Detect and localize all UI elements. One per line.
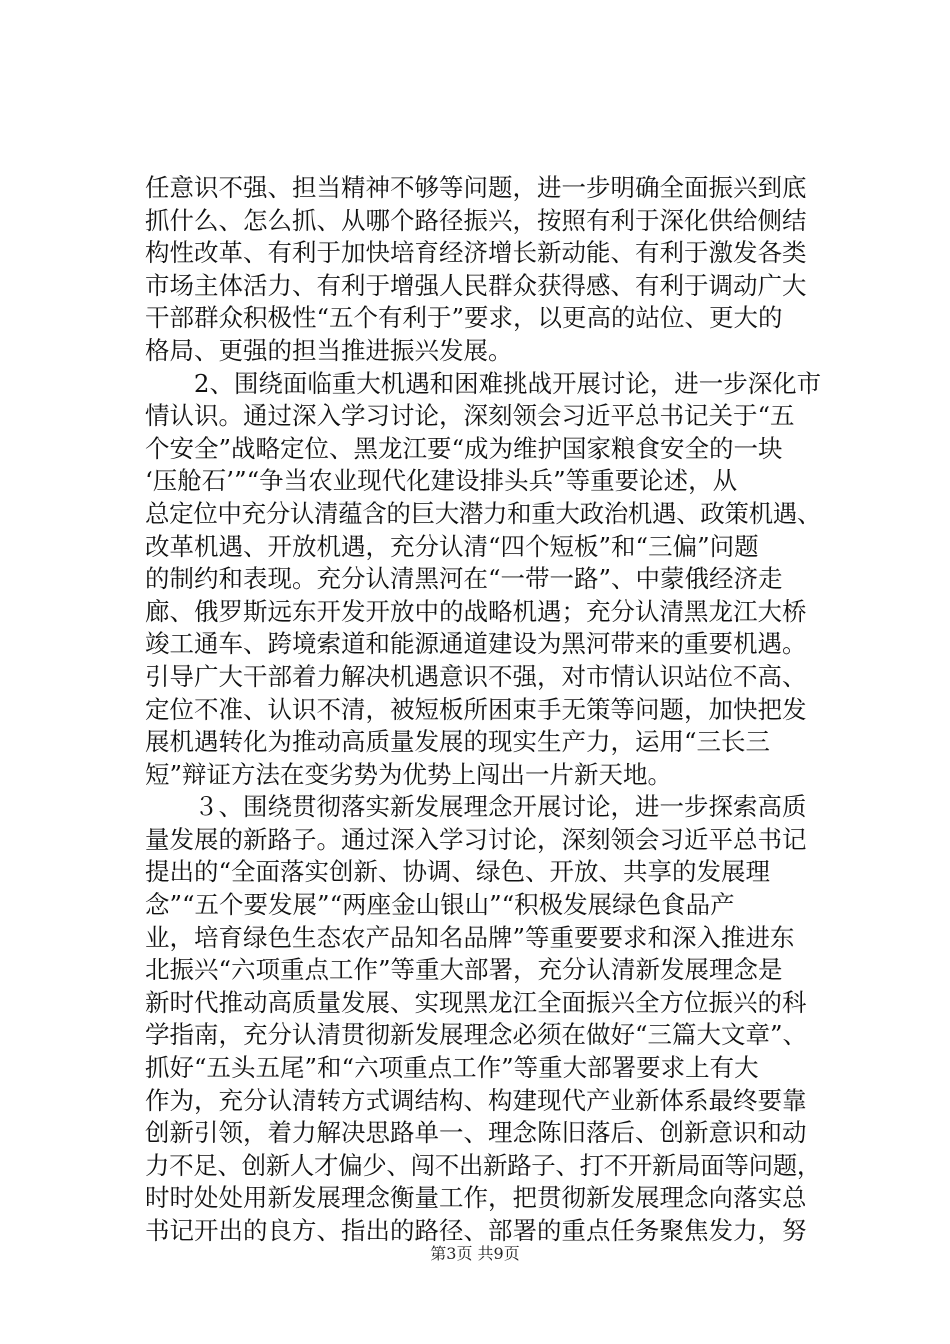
text-line: ３、围绕贯彻落实新发展理念开展讨论，进一步探索高质 (145, 792, 807, 822)
text-line: 任意识不强、担当精神不够等问题，进一步明确全面振兴到底 (145, 173, 807, 202)
text-line: 的制约和表现。充分认清黑河在“一带一路”、中蒙俄经济走 (145, 564, 783, 594)
text-line: 学指南，充分认清贯彻新发展理念必须在做好“三篇大文章”、 (145, 1020, 808, 1050)
text-line: 总定位中充分认清蕴含的巨大潜力和重大政治机遇、政策机遇、 (145, 498, 821, 528)
text-line: 量发展的新路子。通过深入学习讨论，深刻领会习近平总书记 (145, 824, 807, 854)
document-body (145, 172, 822, 1248)
text-line: 干部群众积极性“五个有利于”要求，以更高的站位、更大的 (145, 303, 783, 333)
text-line: 个安全”战略定位、黑龙江要“成为维护国家粮食安全的一块 (145, 433, 783, 463)
text-line: 新时代推动高质量发展、实现黑龙江全面振兴全方位振兴的科 (145, 987, 807, 1017)
text-line: 书记开出的良方、指出的路径、部署的重点任务聚焦发力，努 (145, 1216, 807, 1245)
text-line: 情认识。通过深入学习讨论，深刻领会习近平总书记关于“五 (145, 401, 795, 431)
text-line: 抓好“五头五尾”和“六项重点工作”等重大部署要求上有大 (145, 1053, 759, 1083)
text-line: ‘压舱石’”“争当农业现代化建设排头兵”等重要论述，从 (145, 466, 738, 496)
text-line: 创新引领，着力解决思路单一、理念陈旧落后、创新意识和动 (145, 1118, 807, 1148)
text-line: 构性改革、有利于加快培育经济增长新动能、有利于激发各类 (145, 238, 807, 268)
text-line: 市场主体活力、有利于增强人民群众获得感、有利于调动广大 (145, 270, 807, 300)
text-line: 格局、更强的担当推进振兴发展。 (145, 335, 513, 365)
text-line: 时时处处用新发展理念衡量工作，把贯彻新发展理念向落实总 (145, 1183, 807, 1213)
text-line: 作为，充分认清转方式调结构、构建现代产业新体系最终要靠 (145, 1085, 807, 1115)
text-line: 廊、俄罗斯远东开发开放中的战略机遇；充分认清黑龙江大桥 (145, 596, 807, 626)
text-line: 展机遇转化为推动高质量发展的现实生产力，运用“三长三 (145, 727, 771, 757)
text-line: 念”“五个要发展”“两座金山银山”“积极发展绿色食品产 (145, 890, 735, 920)
text-line: 引导广大干部着力解决机遇意识不强，对市情认识站位不高、 (145, 661, 807, 691)
text-line: 短”辩证方法在变劣势为优势上闯出一片新天地。 (145, 759, 673, 789)
text-line: 提出的“全面落实创新、协调、绿色、开放、共享的发展理 (145, 857, 771, 887)
text-line: 力不足、创新人才偏少、闯不出新路子、打不开新局面等问题， (145, 1150, 821, 1180)
text-line: 定位不准、认识不清，被短板所困束手无策等问题，加快把发 (145, 694, 807, 724)
text-line: 北振兴“六项重点工作”等重大部署，充分认清新发展理念是 (145, 955, 783, 985)
page-number-footer: 第3页 共9页 (430, 1244, 520, 1263)
text-line: 2、围绕面临重大机遇和困难挑战开展讨论，进一步深化市 (145, 368, 822, 398)
text-line: 业，培育绿色生态农产品知名品牌”等重要要求和深入推进东 (145, 922, 795, 952)
text-line: 改革机遇、开放机遇，充分认清“四个短板”和“三偏”问题 (145, 531, 759, 561)
text-line: 竣工通车、跨境索道和能源通道建设为黑河带来的重要机遇。 (145, 629, 807, 659)
text-line: 抓什么、怎么抓、从哪个路径振兴，按照有利于深化供给侧结 (145, 205, 807, 235)
